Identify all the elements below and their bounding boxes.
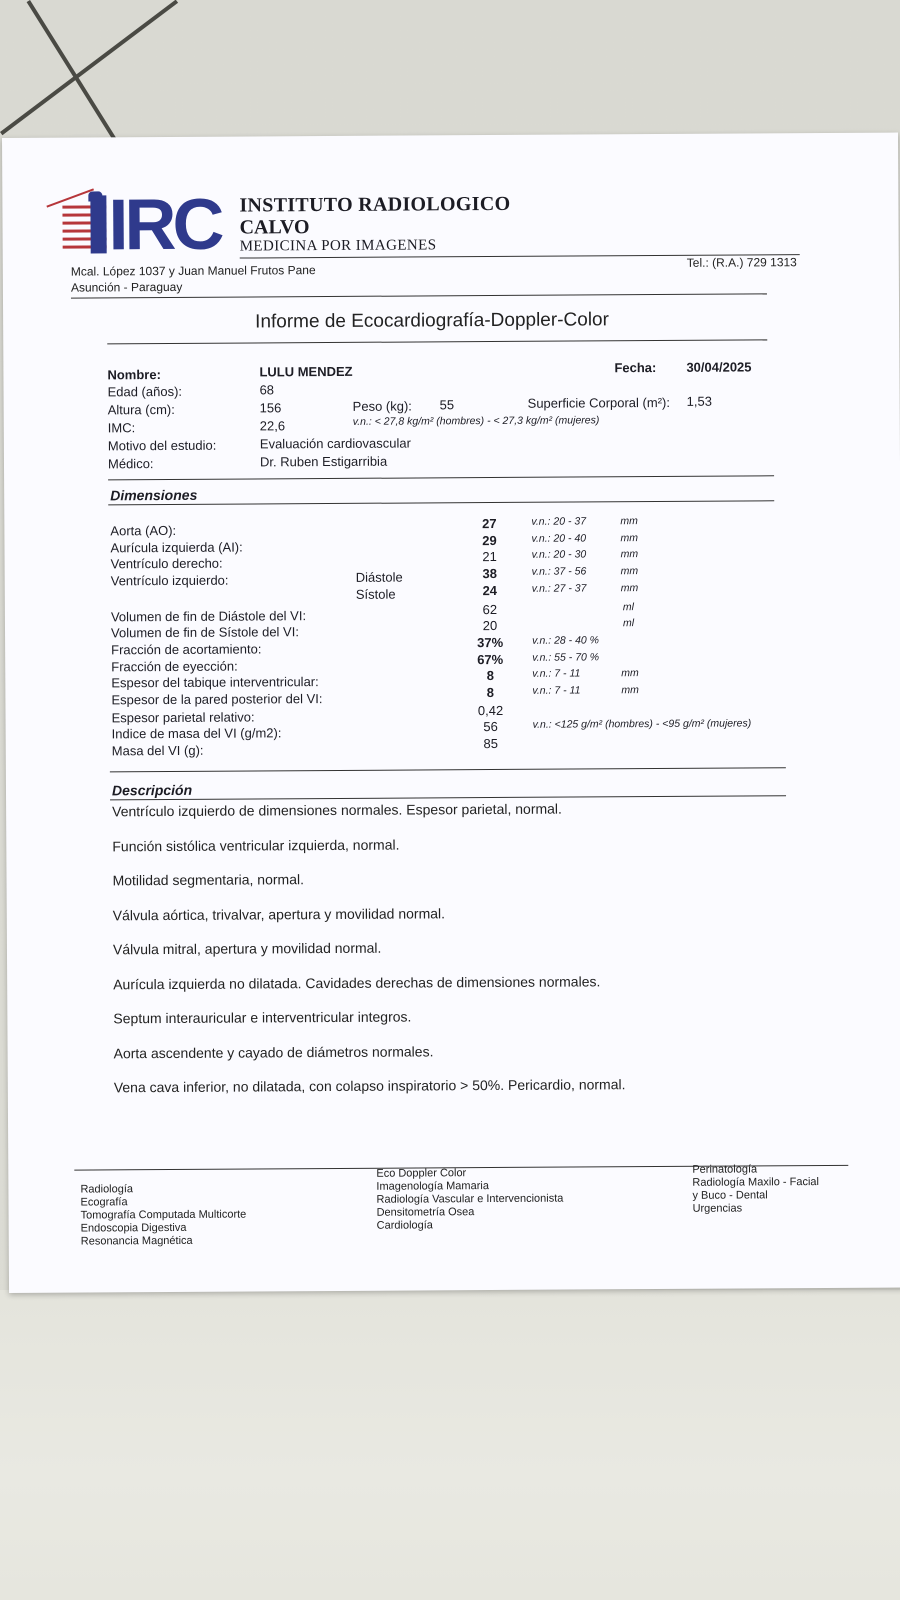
title-rule (107, 339, 767, 344)
study-reason: Evaluación cardiovascular (259, 435, 411, 452)
dimension-unit: mm (620, 582, 639, 595)
footer-services-col2 (376, 1167, 563, 1233)
institute-name-line1: INSTITUTO RADIOLOGICO (239, 192, 511, 217)
dimension-label: Fracción de acortamiento: (111, 641, 262, 658)
irc-logo (46, 184, 221, 266)
dimension-value: 8 (486, 668, 494, 684)
doctor-name: Dr. Ruben Estigarribia (259, 453, 388, 470)
footer-service-item: Radiología (80, 1183, 134, 1196)
dimension-label: Espesor parietal relativo: (111, 709, 255, 726)
address-rule (71, 293, 767, 298)
description-line: Motilidad segmentaria, normal. (112, 871, 305, 889)
dimension-label: Ventrículo derecho: (110, 555, 223, 572)
logo-text: IRC (108, 184, 221, 266)
footer-services-col1 (80, 1183, 246, 1249)
imc-value: 22,6 (259, 418, 286, 434)
dimension-ref: v.n.: 7 - 11 (532, 684, 581, 697)
age-value: 68 (259, 382, 275, 398)
dimension-label: Ventrículo izquierdo: (110, 572, 229, 589)
patient-name: LULU MENDEZ (259, 363, 353, 380)
footer-service-item: Eco Doppler Color (376, 1167, 467, 1180)
dimension-label: Masa del VI (g): (111, 742, 204, 759)
phone-number: Tel.: (R.A.) 729 1313 (686, 255, 797, 270)
dimension-label: Aurícula izquierda (AI): (110, 539, 243, 556)
dimension-value: 24 (482, 582, 498, 599)
floor-background (0, 1290, 900, 1600)
dimension-label: Indice de masa del VI (g/m2): (111, 725, 282, 742)
dimension-value: 20 (482, 617, 498, 634)
height-label: Altura (cm): (107, 401, 175, 418)
dimension-value: 21 (482, 548, 497, 565)
dimension-unit: mm (620, 548, 639, 561)
dimension-unit: ml (622, 601, 635, 614)
description-line: Aurícula izquierda no dilatada. Cavidades derechas de dimensiones normales. (113, 972, 601, 992)
dimension-unit: ml (622, 617, 635, 630)
name-label: Nombre: (107, 367, 161, 383)
dimension-value: 38 (482, 565, 497, 582)
dimension-value: 27 (482, 515, 497, 532)
report-title: Informe de Ecocardiografía-Doppler-Color (255, 309, 609, 333)
doctor-label: Médico: (107, 456, 154, 472)
footer-service-item: y Buco - Dental (692, 1189, 768, 1202)
dimension-label: Volumen de fin de Sístole del VI: (110, 624, 299, 641)
dimension-ref: v.n.: 37 - 56 (531, 565, 587, 578)
description-rule (110, 795, 786, 800)
footer-service-item: Imagenología Mamaria (376, 1180, 489, 1193)
address-line1: Mcal. López 1037 y Juan Manuel Frutos Pane (70, 263, 316, 279)
footer-service-item: Tomografía Computada Multicorte (80, 1208, 247, 1222)
dimension-value: 37% (477, 634, 504, 651)
dimension-ref: v.n.: 20 - 40 (531, 532, 587, 545)
dimensions-heading: Dimensiones (110, 486, 198, 504)
dimension-unit: mm (621, 667, 639, 680)
dimension-value: 67% (477, 651, 504, 668)
dimension-value: 8 (486, 685, 495, 701)
dimension-label: Espesor del tabique interventricular: (111, 674, 319, 691)
institute-tagline: MEDICINA POR IMAGENES (239, 237, 437, 255)
footer-service-item: Cardiología (376, 1219, 433, 1232)
description-line: Válvula mitral, apertura y movilidad normal. (112, 939, 382, 958)
dimension-label: Volumen de fin de Diástole del VI: (110, 608, 307, 625)
dimension-ref: v.n.: 20 - 30 (531, 548, 587, 561)
dimension-value: 56 (483, 718, 498, 735)
dimension-value: 85 (483, 735, 498, 752)
dimension-sub: Diástole (355, 569, 403, 585)
weight-value: 55 (439, 397, 455, 413)
footer-service-item: Perinatología (692, 1163, 758, 1176)
dimension-ref: v.n.: 7 - 11 (532, 667, 581, 680)
report-sheet (2, 133, 900, 1293)
footer-service-item: Radiología Maxilo - Facial (692, 1176, 819, 1189)
weight-label: Peso (kg): (352, 398, 412, 414)
footer-service-item: Densitometría Osea (376, 1206, 475, 1219)
date-label: Fecha: (614, 360, 657, 376)
age-label: Edad (años): (107, 383, 183, 400)
dimension-value: 29 (482, 532, 497, 549)
body-surface-value: 1,53 (686, 393, 712, 409)
patient-rule (108, 475, 774, 480)
description-line: Válvula aórtica, trivalvar, apertura y movilidad normal. (112, 904, 446, 923)
dimension-label: Fracción de eyección: (111, 658, 238, 675)
imc-reference: v.n.: < 27,8 kg/m² (hombres) - < 27,3 kg/m² (mujeres) (352, 414, 600, 428)
description-line: Ventrículo izquierdo de dimensiones normales. Espesor parietal, normal. (112, 800, 562, 820)
footer-service-item: Ecografía (80, 1196, 128, 1209)
dimension-ref: v.n.: 20 - 37 (531, 515, 587, 528)
dimension-value: 0,42 (477, 702, 504, 719)
dimensions-end-rule (110, 767, 786, 772)
dimension-sub: Sístole (355, 586, 396, 602)
height-value: 156 (259, 400, 282, 416)
dimension-ref: v.n.: 55 - 70 % (532, 651, 600, 664)
report-date: 30/04/2025 (686, 359, 752, 375)
dimension-label: Espesor de la pared posterior del VI: (111, 691, 323, 708)
description-line: Vena cava inferior, no dilatada, con colapso inspiratorio > 50%. Pericardio, normal. (113, 1076, 626, 1096)
dimension-label: Aorta (AO): (110, 522, 177, 539)
dimension-ref: v.n.: <125 g/m² (hombres) - <95 g/m² (mujeres) (532, 717, 752, 731)
footer-services-col3 (692, 1163, 819, 1216)
institute-name-line2: CALVO (239, 216, 310, 239)
dimensions-rule (108, 500, 774, 505)
footer-service-item: Radiología Vascular e Intervencionista (376, 1192, 564, 1206)
dimension-unit: mm (621, 684, 639, 697)
dimension-ref: v.n.: 28 - 40 % (532, 634, 600, 647)
imc-label: IMC: (107, 420, 136, 436)
footer-service-item: Endoscopia Digestiva (80, 1221, 187, 1235)
address-line2: Asunción - Paraguay (70, 279, 183, 295)
footer-service-item: Urgencias (692, 1202, 743, 1215)
study-reason-label: Motivo del estudio: (107, 437, 217, 454)
body-surface-label: Superficie Corporal (m²): (527, 394, 671, 411)
dimension-ref: v.n.: 27 - 37 (531, 582, 587, 595)
dimension-unit: mm (620, 565, 639, 578)
footer-service-item: Resonancia Magnética (80, 1234, 193, 1248)
dimension-unit: mm (620, 515, 638, 528)
description-line: Septum interauricular e interventricular integros. (113, 1008, 412, 1027)
description-heading: Descripción (111, 781, 193, 799)
description-line: Función sistólica ventricular izquierda, normal. (112, 836, 400, 854)
dimension-value: 62 (482, 601, 498, 618)
dimension-unit: mm (620, 532, 638, 545)
description-line: Aorta ascendente y cayado de diámetros normales. (113, 1042, 434, 1061)
